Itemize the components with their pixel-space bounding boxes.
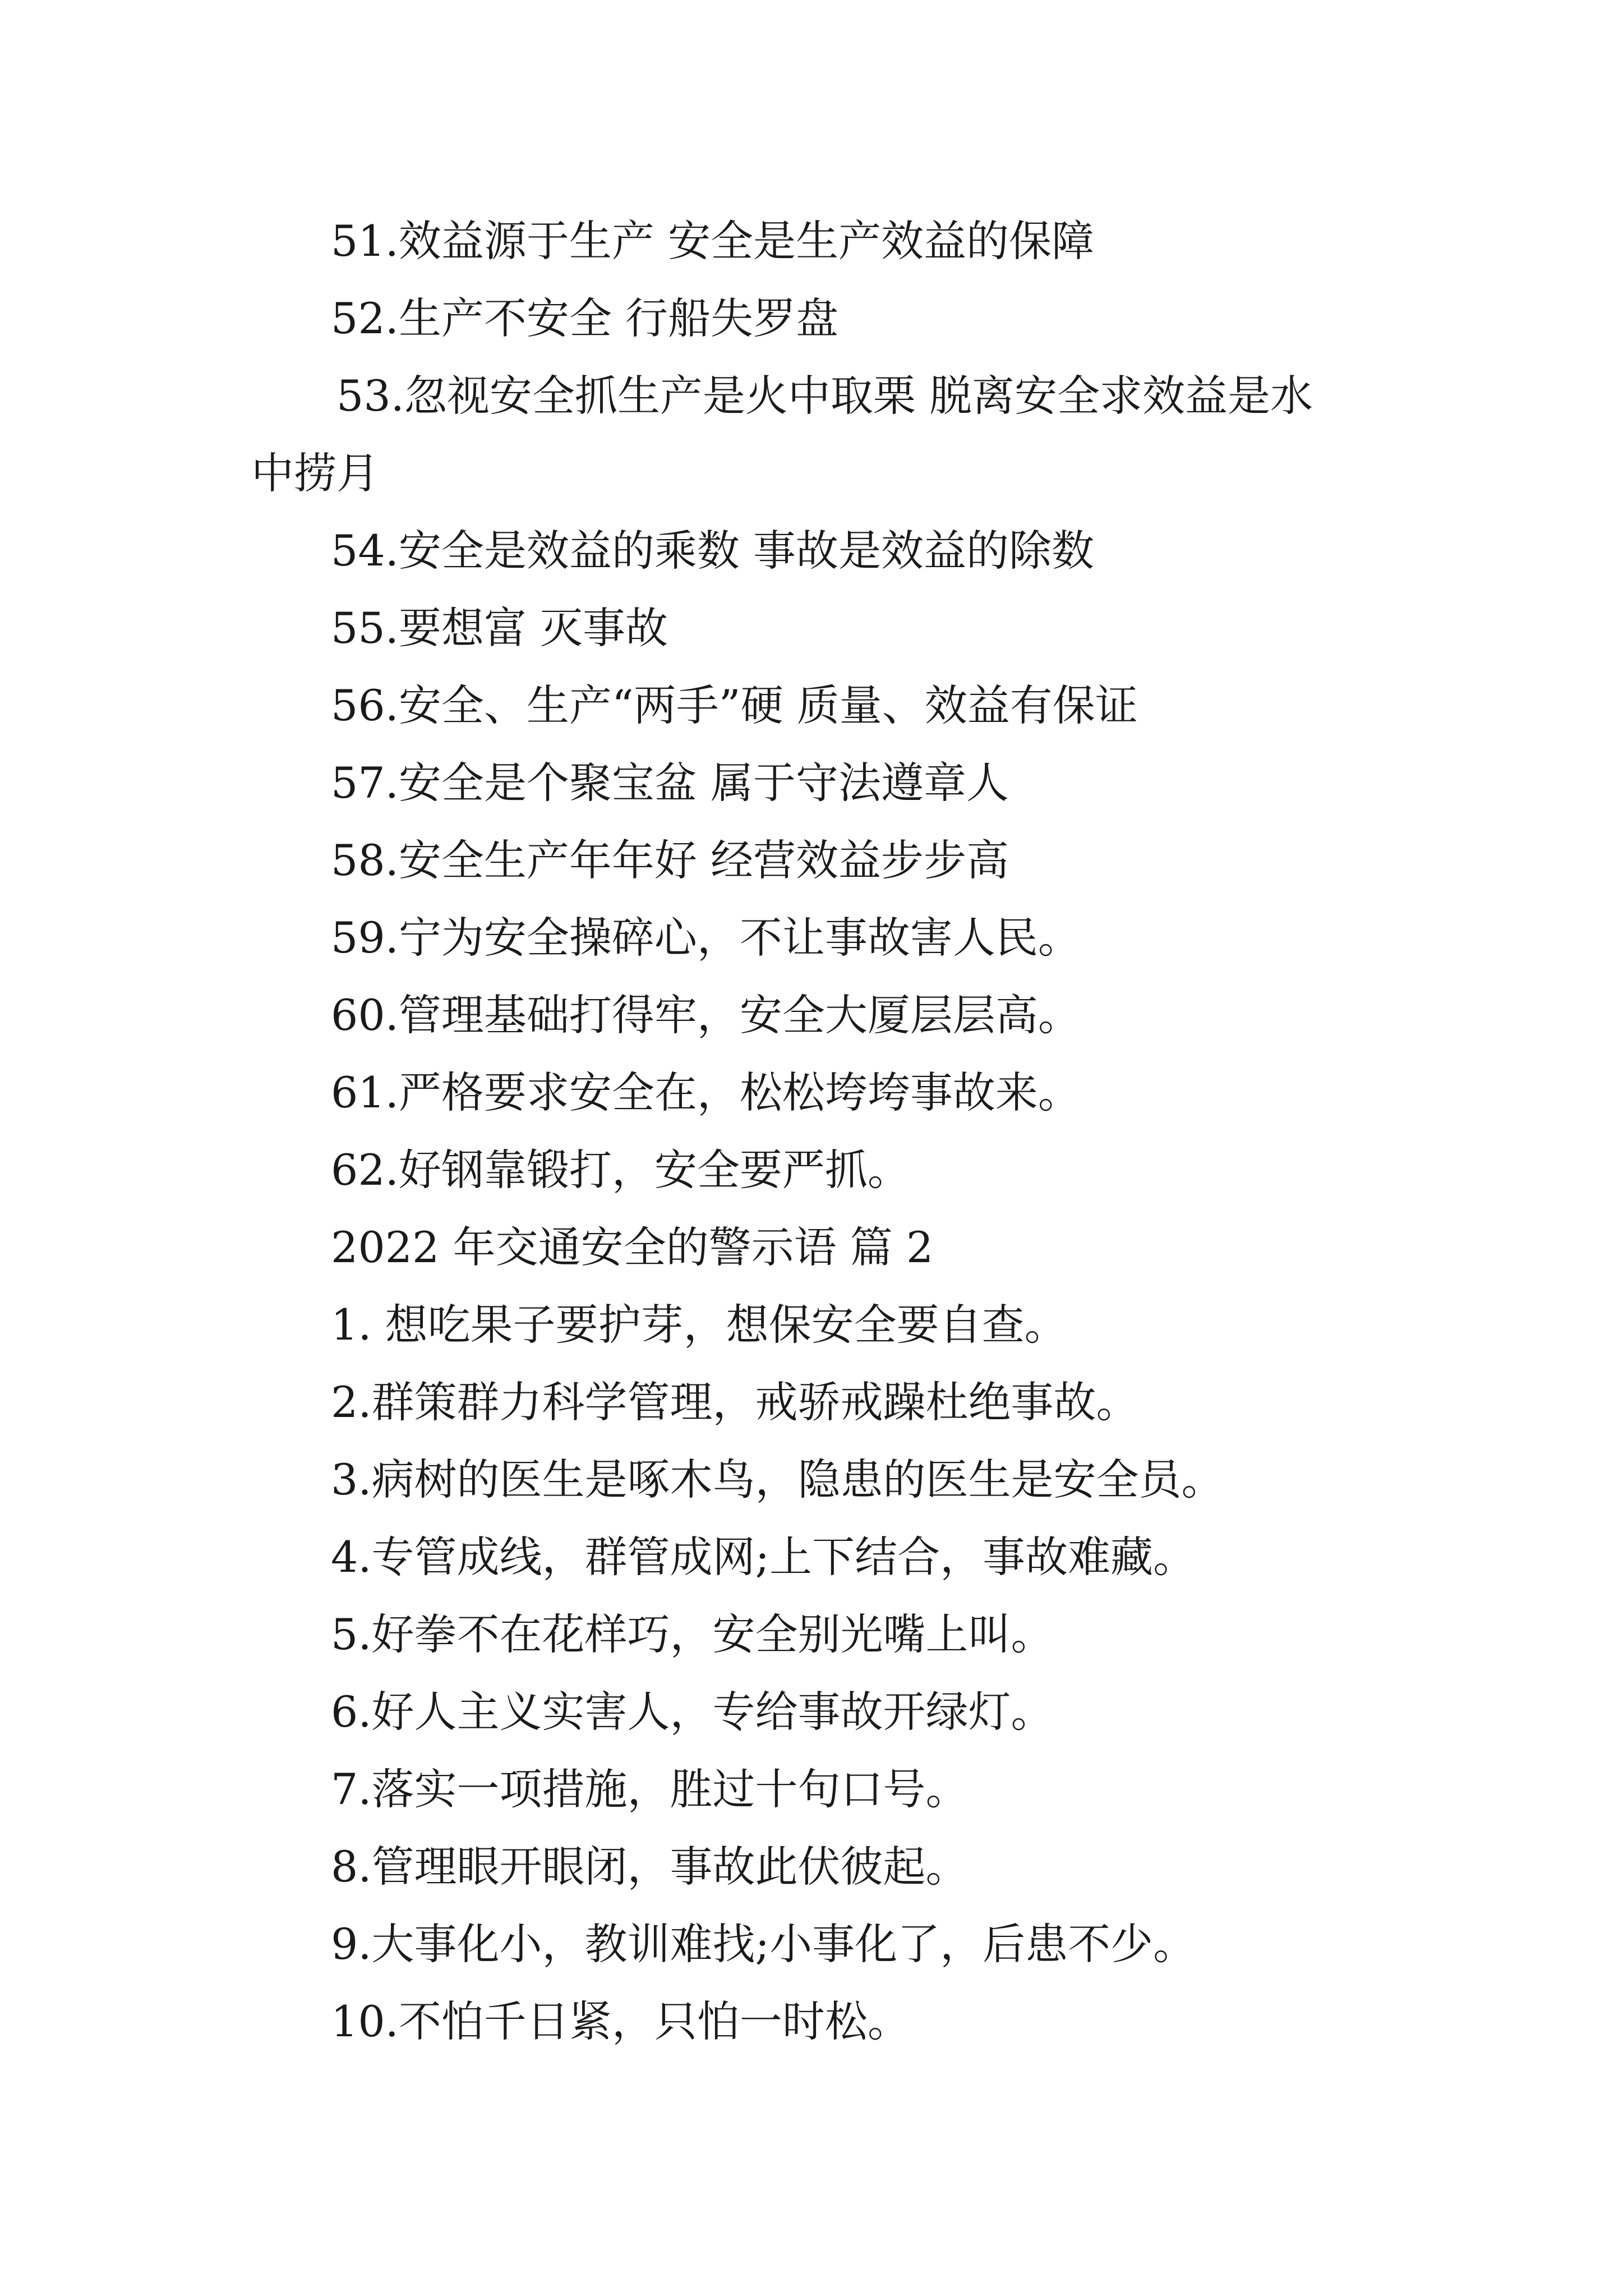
slogan-p2-7: 7.落实一项措施，胜过十句口号。 xyxy=(331,1764,969,1814)
slogan-60: 60.管理基础打得牢，安全大厦层层高。 xyxy=(331,990,1081,1040)
slogan-59: 59.宁为安全操碎心，不让事故害人民。 xyxy=(331,913,1081,963)
slogan-62: 62.好钢靠锻打，安全要严抓。 xyxy=(331,1145,910,1195)
slogan-p2-9: 9.大事化小，教训难找;小事化了，后患不少。 xyxy=(331,1919,1196,1969)
slogan-p2-10: 10.不怕千日紧，只怕一时松。 xyxy=(331,1996,910,2046)
slogan-54: 54.安全是效益的乘数 事故是效益的除数 xyxy=(331,526,1095,576)
slogan-51: 51.效益源于生产 安全是生产效益的保障 xyxy=(331,216,1095,266)
slogan-53: 53.忽视安全抓生产是火中取栗 脱离安全求效益是水 xyxy=(336,371,1313,421)
slogan-p2-5: 5.好拳不在花样巧，安全别光嘴上叫。 xyxy=(331,1609,1054,1659)
slogan-58: 58.安全生产年年好 经营效益步步高 xyxy=(331,835,1009,885)
slogan-p2-1: 1. 想吃果子要护芽，想保安全要自查。 xyxy=(331,1300,1067,1350)
slogan-57: 57.安全是个聚宝盆 属于守法遵章人 xyxy=(331,758,1009,808)
section-heading: 2022 年交通安全的警示语 篇 2 xyxy=(331,1222,934,1272)
slogan-61: 61.严格要求安全在，松松垮垮事故来。 xyxy=(331,1068,1081,1117)
slogan-55: 55.要想富 灭事故 xyxy=(331,603,668,653)
slogan-56: 56.安全、生产“两手”硬 质量、效益有保证 xyxy=(331,680,1138,730)
slogan-p2-6: 6.好人主义实害人，专给事故开绿灯。 xyxy=(331,1687,1054,1737)
slogan-p2-2: 2.群策群力科学管理，戒骄戒躁杜绝事故。 xyxy=(331,1377,1139,1427)
slogan-p2-3: 3.病树的医生是啄木鸟，隐患的医生是安全员。 xyxy=(331,1455,1224,1504)
slogan-52: 52.生产不安全 行船失罗盘 xyxy=(331,293,839,343)
slogan-53-continued: 中捞月 xyxy=(251,448,379,498)
slogan-p2-8: 8.管理眼开眼闭，事故此伏彼起。 xyxy=(331,1842,969,1892)
slogan-p2-4: 4.专管成线，群管成网;上下结合，事故难藏。 xyxy=(331,1532,1196,1582)
